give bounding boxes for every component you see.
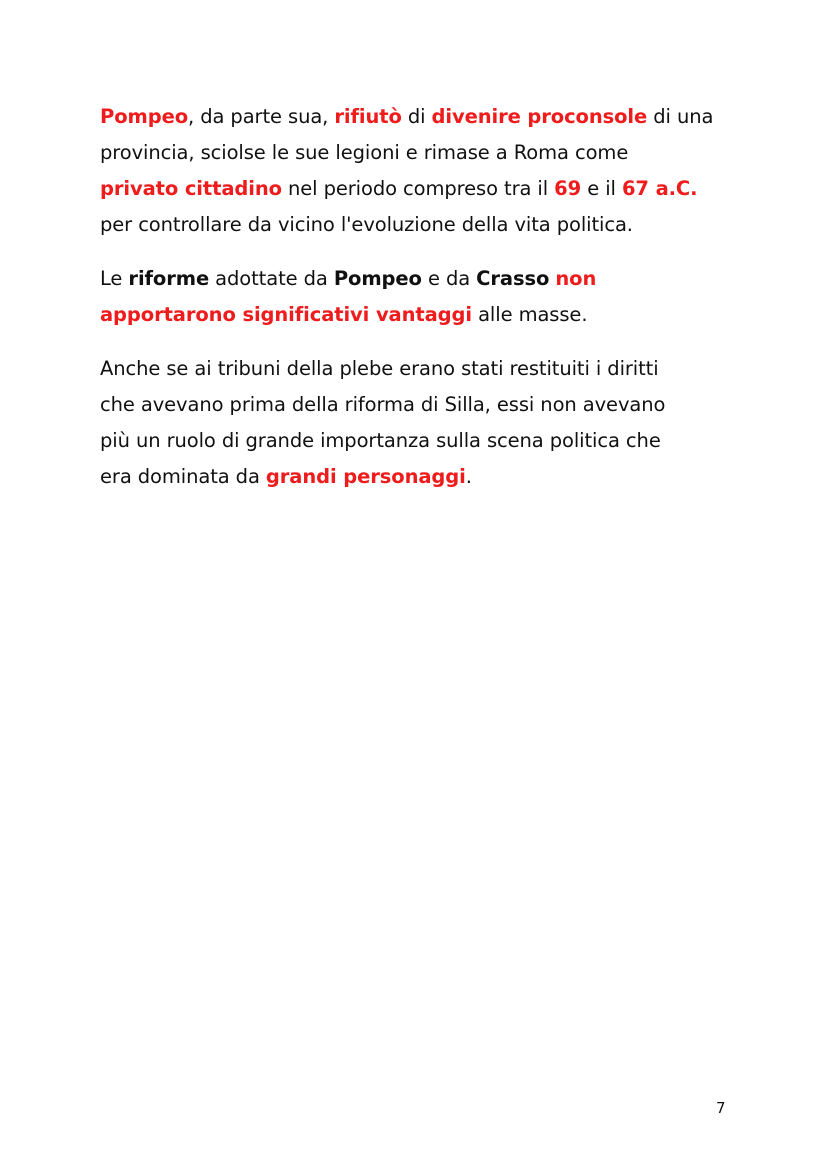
text-line <box>100 135 740 171</box>
paragraph-riforme <box>100 261 740 333</box>
paragraph-pompeo <box>100 99 740 243</box>
highlight-text: 67 a.C. <box>621 177 698 200</box>
body-text: che avevano prima della riforma di Silla, essi non avevano <box>100 393 666 416</box>
highlight-text: Pompeo <box>100 105 188 128</box>
text-line <box>100 351 740 387</box>
bold-text: Pompeo <box>333 267 422 290</box>
highlight-text: privato cittadino <box>100 177 282 200</box>
highlight-text: non <box>555 267 597 290</box>
text-line <box>100 207 740 243</box>
highlight-text: 69 <box>554 177 582 200</box>
document-body <box>100 99 740 513</box>
highlight-text: grandi personaggi <box>265 465 466 488</box>
text-line <box>100 423 740 459</box>
text-line <box>100 387 740 423</box>
page-number: 7 <box>716 1099 726 1117</box>
body-text: , da parte sua, <box>188 105 335 128</box>
body-text: era dominata da <box>100 465 266 488</box>
body-text: alle masse. <box>471 303 588 326</box>
body-text: provincia, sciolse le sue legioni e rimase a Roma come <box>100 141 629 164</box>
body-text: nel periodo compreso tra il <box>281 177 555 200</box>
body-text: Anche se ai tribuni della plebe erano stati restituiti i diritti <box>100 357 659 380</box>
text-line <box>100 297 740 333</box>
body-text: più un ruolo di grande importanza sulla scena politica che <box>100 429 661 452</box>
body-text: di <box>401 105 432 128</box>
body-text: . <box>465 465 472 488</box>
body-text: Le <box>100 267 129 290</box>
body-text: di una <box>647 105 714 128</box>
paragraph-tribuni <box>100 351 740 495</box>
text-line <box>100 99 740 135</box>
body-text: e da <box>421 267 477 290</box>
text-line <box>100 459 740 495</box>
text-line <box>100 261 740 297</box>
bold-text: Crasso <box>476 267 550 290</box>
highlight-text: divenire proconsole <box>431 105 648 128</box>
highlight-text: apportarono significativi vantaggi <box>100 303 472 326</box>
bold-text: riforme <box>128 267 210 290</box>
highlight-text: rifiutò <box>334 105 402 128</box>
text-line <box>100 171 740 207</box>
body-text: e il <box>581 177 622 200</box>
body-text: per controllare da vicino l'evoluzione della vita politica. <box>100 213 633 236</box>
body-text: adottate da <box>209 267 334 290</box>
